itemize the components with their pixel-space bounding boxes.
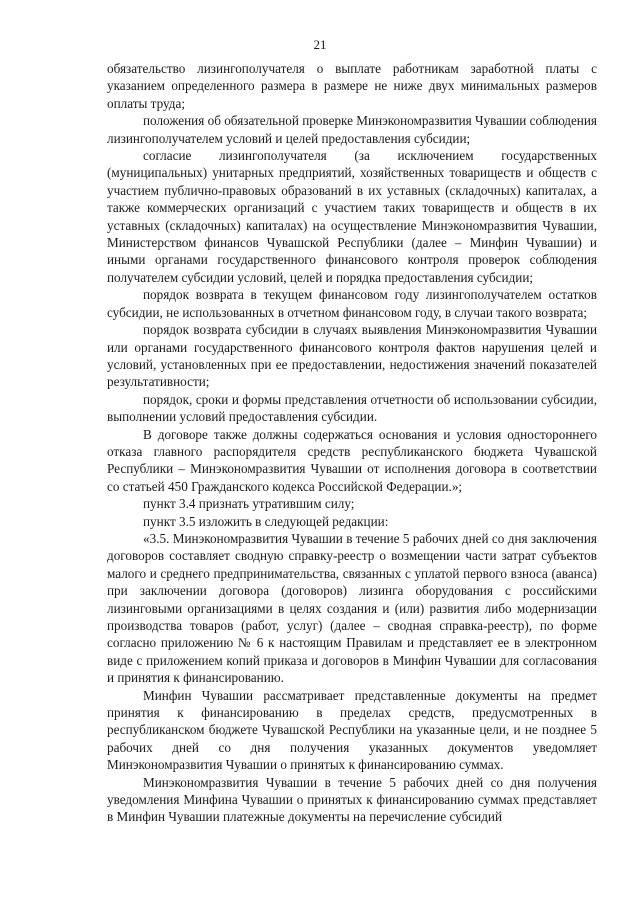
document-body xyxy=(107,60,597,826)
paragraph-return-remainder: порядок возврата в текущем финансовом году лизингополучателем остатков субсидии, не использованных в отчетном финансовом году, в случаи такого возврата; xyxy=(107,287,597,320)
paragraph-unilateral-refusal: В договоре также должны содержаться основания и условия одностороннего отказа главного распорядителя средств республиканского бюджета Чувашской Республики – Минэкономразвития Чувашии от исполнения договора в соответствии со статьей 450 Гражданского кодекса Российской Федерации.»; xyxy=(107,426,597,494)
paragraph-clause-3-5-text: «3.5. Минэкономразвития Чувашии в течение 5 рабочих дней со дня заключения договоров составляет сводную справку-реестр о возмещении части затрат субъектов малого и среднего предпринимательства, связанных с уплатой первого взноса (аванса) при заключении договора (договоров) лизинга оборудования с российскими лизинговыми организациями в целях создания и (или) развития либо модернизации производства товаров (работ, услуг) (далее – сводная справка-реестр), по форме согласно приложению № 6 к настоящим Правилам и представляет ее в электронном виде с приложением копий приказа и договоров в Минфин Чувашии для согласования и принятия к финансированию. xyxy=(107,530,597,686)
paragraph-minfin-review: Минфин Чувашии рассматривает представленные документы на предмет принятия к финансированию в пределах средств, предусмотренных в республиканском бюджете Чувашской Республики на указанные цели, и не позднее 5 рабочих дней со дня получения указанных документов уведомляет Минэкономразвития Чувашии о принятых к финансированию суммах. xyxy=(107,687,597,773)
paragraph-lessee-consent: согласие лизингополучателя (за исключением государственных (муниципальных) унитарных предприятий, хозяйственных товариществ и обществ с участием публично-правовых образований в их уставных (складочных) капиталах, а также коммерческих организаций с участием таких товариществ и обществ в их уставных (складочных) капиталах) на осуществление Минэкономразвития Чувашии, Министерством финансов Чувашской Республики (далее – Минфин Чувашии) и иными органами государственного финансового контроля проверок соблюдения получателем субсидии условий, целей и порядка предоставления субсидии; xyxy=(107,148,597,285)
paragraph-payment-documents: Минэкономразвития Чувашии в течение 5 рабочих дней со дня получения уведомления Минфина Чувашии о принятых к финансированию суммах представляет в Минфин Чувашии платежные документы на перечисление субсидий xyxy=(107,774,597,825)
paragraph-mandatory-inspection: положения об обязательной проверке Минэкономразвития Чувашии соблюдения лизингополучателем условий и целей предоставления субсидии; xyxy=(107,113,597,146)
paragraph-clause-3-4: пункт 3.4 признать утратившим силу; xyxy=(143,496,355,512)
paragraph-return-on-violation: порядок возврата субсидии в случаях выявления Минэкономразвития Чувашии или органами государственного финансового контроля фактов нарушения целей и условий, установленных при ее предоставлении, недостижения значений показателей результативности; xyxy=(107,322,597,390)
page-number: 21 xyxy=(313,37,327,52)
paragraph-reporting: порядок, сроки и формы представления отчетности об использовании субсидии, выполнении условий предоставления субсидии. xyxy=(107,391,597,425)
paragraph-lessee-salary-obligation: обязательство лизингополучателя о выплате работникам заработной платы с указанием определенного размера в размере не ниже двух минимальных размеров оплаты труда; xyxy=(107,61,597,111)
paragraph-clause-3-5-intro: пункт 3.5 изложить в следующей редакции: xyxy=(143,513,389,529)
